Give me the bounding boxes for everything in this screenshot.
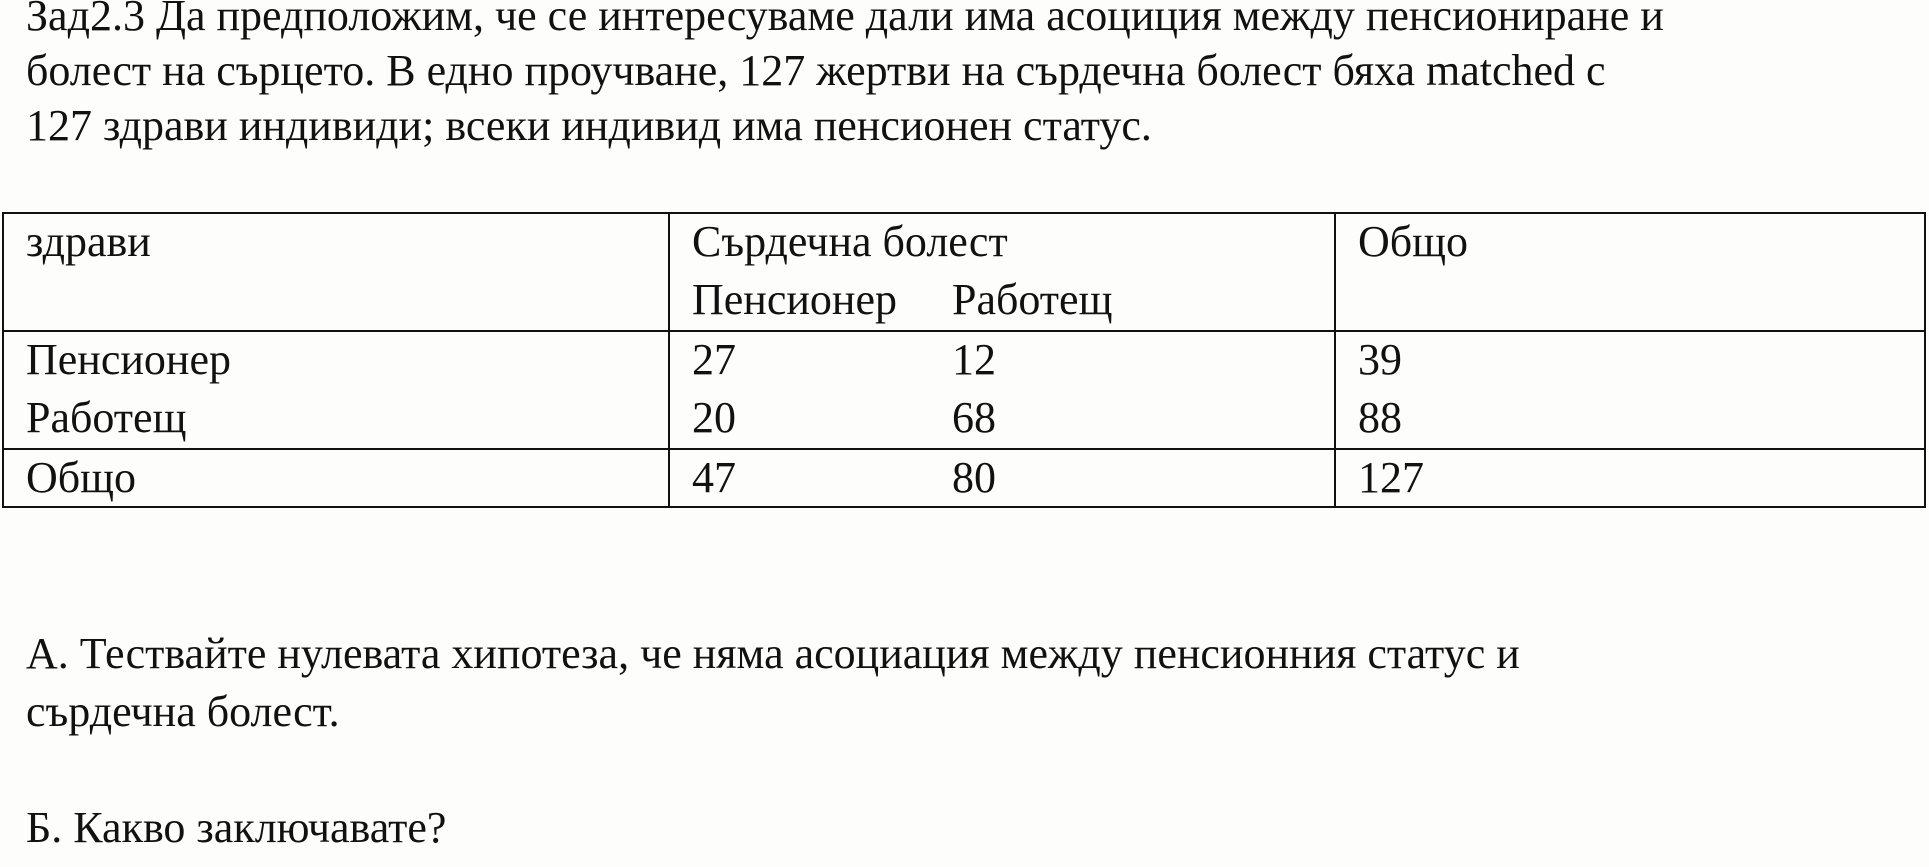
row-total-retired: 39	[1358, 335, 1402, 384]
header-total-cell	[1335, 213, 1925, 331]
total-retired: 47	[692, 453, 736, 502]
header-group-cell	[669, 213, 1335, 331]
total-working: 80	[952, 453, 996, 502]
question-a-line-1: А. Тествайте нулевата хипотеза, че няма асоциация между пенсионния статус и	[26, 629, 1520, 678]
cell-working-working: 68	[952, 393, 996, 442]
header-group-label: Сърдечна болест	[692, 217, 1008, 266]
row-label-retired: Пенсионер	[26, 335, 232, 384]
row-label-working: Работещ	[26, 393, 187, 442]
contingency-table	[2, 212, 1926, 508]
cell-retired-retired: 27	[692, 335, 736, 384]
question-a	[26, 625, 1906, 741]
table-total-row	[3, 449, 1925, 507]
row-labels-cell	[3, 331, 669, 449]
header-subcolumns	[692, 272, 1334, 330]
header-sub-working: Работещ	[952, 275, 1113, 324]
cell-retired-working: 12	[952, 335, 996, 384]
row-total-working: 88	[1358, 393, 1402, 442]
header-row-label: здрави	[26, 217, 151, 266]
total-label: Общо	[26, 453, 137, 502]
grand-total: 127	[1358, 453, 1424, 502]
problem-line-3: 127 здрави индивиди; всеки индивид има пенсионен статус.	[26, 101, 1152, 150]
header-sub-retired: Пенсионер	[692, 275, 898, 324]
problem-statement	[26, 0, 1916, 153]
question-a-line-2: сърдечна болест.	[26, 687, 340, 736]
header-row-label-cell	[3, 213, 669, 331]
table-header-row	[3, 213, 1925, 331]
header-total-label: Общо	[1358, 217, 1469, 266]
total-values-cell	[669, 449, 1335, 507]
table-row	[692, 390, 1334, 448]
cell-working-retired: 20	[692, 393, 736, 442]
table-body-row	[3, 331, 1925, 449]
total-values	[692, 450, 1334, 506]
row-values-cell	[669, 331, 1335, 449]
total-label-cell	[3, 449, 669, 507]
row-totals-cell	[1335, 331, 1925, 449]
question-b: Б. Какво заключавате?	[26, 803, 447, 852]
problem-line-2: болест на сърцето. В едно проучване, 127 жертви на сърдечна болест бяха matched с	[26, 46, 1606, 95]
grand-total-cell	[1335, 449, 1925, 507]
table-row	[692, 332, 1334, 390]
problem-line-1: Зад2.3 Да предположим, че се интересуваме дали има асоциция между пенсиониране и	[26, 0, 1664, 40]
